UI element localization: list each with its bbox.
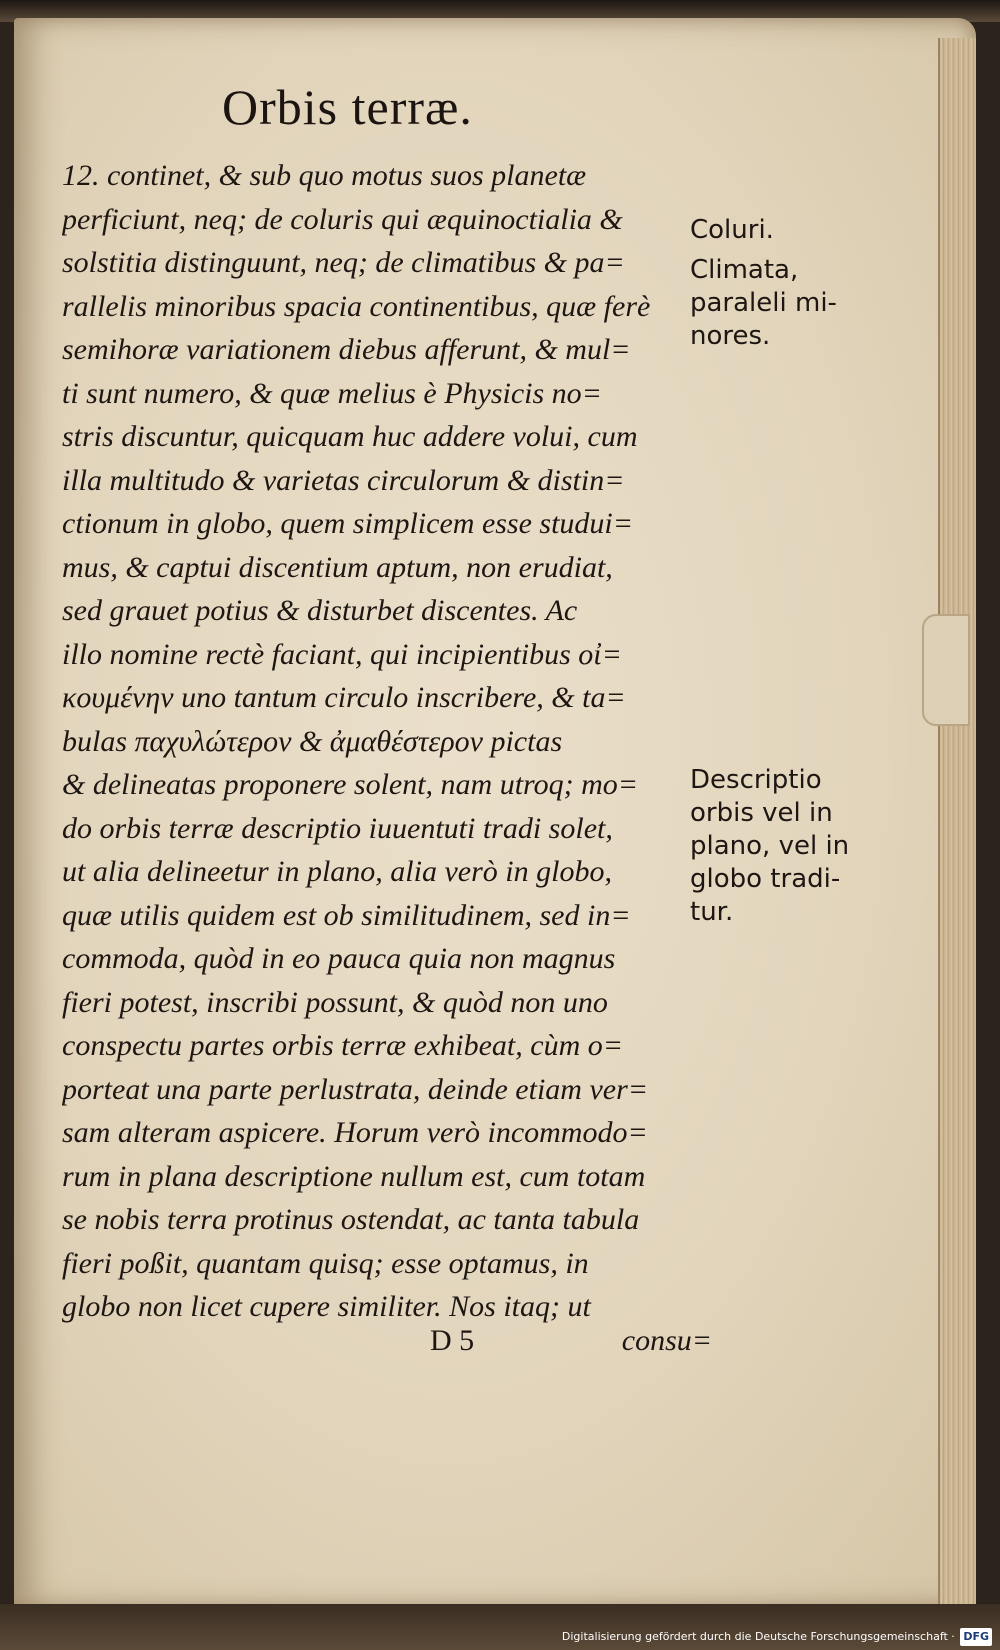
text-line: sam alteram aspicere. Horum verò incommodo=: [62, 1116, 648, 1149]
catchword: consu=: [621, 1324, 712, 1357]
text-line: rallelis minoribus spacia continentibus, quæ ferè: [62, 289, 651, 323]
main-text-block: [62, 154, 712, 1329]
text-line: & delineatas proponere solent, nam utroq; mo=: [62, 768, 639, 801]
text-line: perficiunt, neq; de coluris qui æquinoctialia &: [62, 202, 623, 236]
text-line: illa multitudo & varietas circulorum & distin=: [62, 463, 625, 497]
digitization-credit: [562, 1628, 992, 1646]
marginal-note-line: paraleli mi-: [690, 288, 837, 318]
marginal-note-line: nores.: [690, 321, 771, 351]
text-line: sed grauet potius & disturbet discentes. Ac: [62, 594, 578, 627]
text-line: quæ utilis quidem est ob similitudinem, sed in=: [62, 898, 631, 932]
text-line: ut alia delineetur in plano, alia verò in globo,: [62, 855, 612, 888]
text-line: commoda, quòd in eo pauca quia non magnus: [62, 942, 616, 975]
dfg-logo: DFG: [960, 1628, 992, 1646]
text-line: κουμένην uno tantum circulo inscribere, & ta=: [62, 681, 626, 714]
text-line: mus, & captui discentium aptum, non erudiat,: [62, 550, 613, 584]
text-line: stris discuntur, quicquam huc addere volui, cum: [62, 420, 638, 453]
signature-mark: D 5: [430, 1324, 475, 1357]
page-fore-edge: [938, 38, 976, 1608]
text-line: conspectu partes orbis terræ exhibeat, cùm o=: [62, 1029, 623, 1062]
text-line: fieri poßit, quantam quisq; esse optamus, in: [62, 1246, 589, 1280]
text-line: rum in plana descriptione nullum est, cum totam: [62, 1159, 646, 1193]
credit-text: Digitalisierung gefördert durch die Deutsche Forschungsgemeinschaft ·: [561, 1630, 955, 1643]
marginal-note-line: Coluri.: [690, 215, 774, 245]
running-header: Orbis terræ.: [222, 79, 473, 135]
text-line: globo non licet cupere similiter. Nos itaq; ut: [62, 1290, 591, 1323]
marginal-note-line: globo tradi-: [690, 864, 841, 894]
page-tab-marker: [922, 614, 970, 726]
marginal-note-descriptio: [690, 764, 900, 929]
marginal-note-line: tur.: [690, 897, 734, 927]
text-line: do orbis terræ descriptio iuuentuti tradi solet,: [62, 811, 613, 845]
text-line: solstitia distinguunt, neq; de climatibus & pa=: [62, 246, 625, 279]
text-line: ctionum in globo, quem simplicem esse studui=: [62, 507, 634, 540]
marginal-note-line: Descriptio: [690, 765, 822, 795]
marginal-note-coluri: [690, 214, 900, 247]
text-line: porteat una parte perlustrata, deinde etiam ver=: [62, 1072, 648, 1106]
marginal-note-line: orbis vel in: [690, 798, 833, 828]
marginal-note-line: Climata,: [690, 255, 799, 285]
text-line: se nobis terra protinus ostendat, ac tanta tabula: [62, 1203, 640, 1236]
text-line: illo nomine rectè faciant, qui incipientibus οἰ=: [62, 637, 622, 671]
text-line: fieri potest, inscribi possunt, & quòd non uno: [62, 985, 608, 1019]
text-line: ti sunt numero, & quæ melius è Physicis no=: [62, 376, 602, 410]
marginal-note-line: plano, vel in: [690, 831, 850, 861]
text-line: semihoræ variationem diebus afferunt, & mul=: [62, 333, 631, 366]
marginal-note-climata: [690, 254, 900, 353]
text-line: 12. continet, & sub quo motus suos planetæ: [62, 159, 587, 192]
text-line: bulas παχυλώτερον & ἀμαθέστερον pictas: [62, 724, 563, 758]
